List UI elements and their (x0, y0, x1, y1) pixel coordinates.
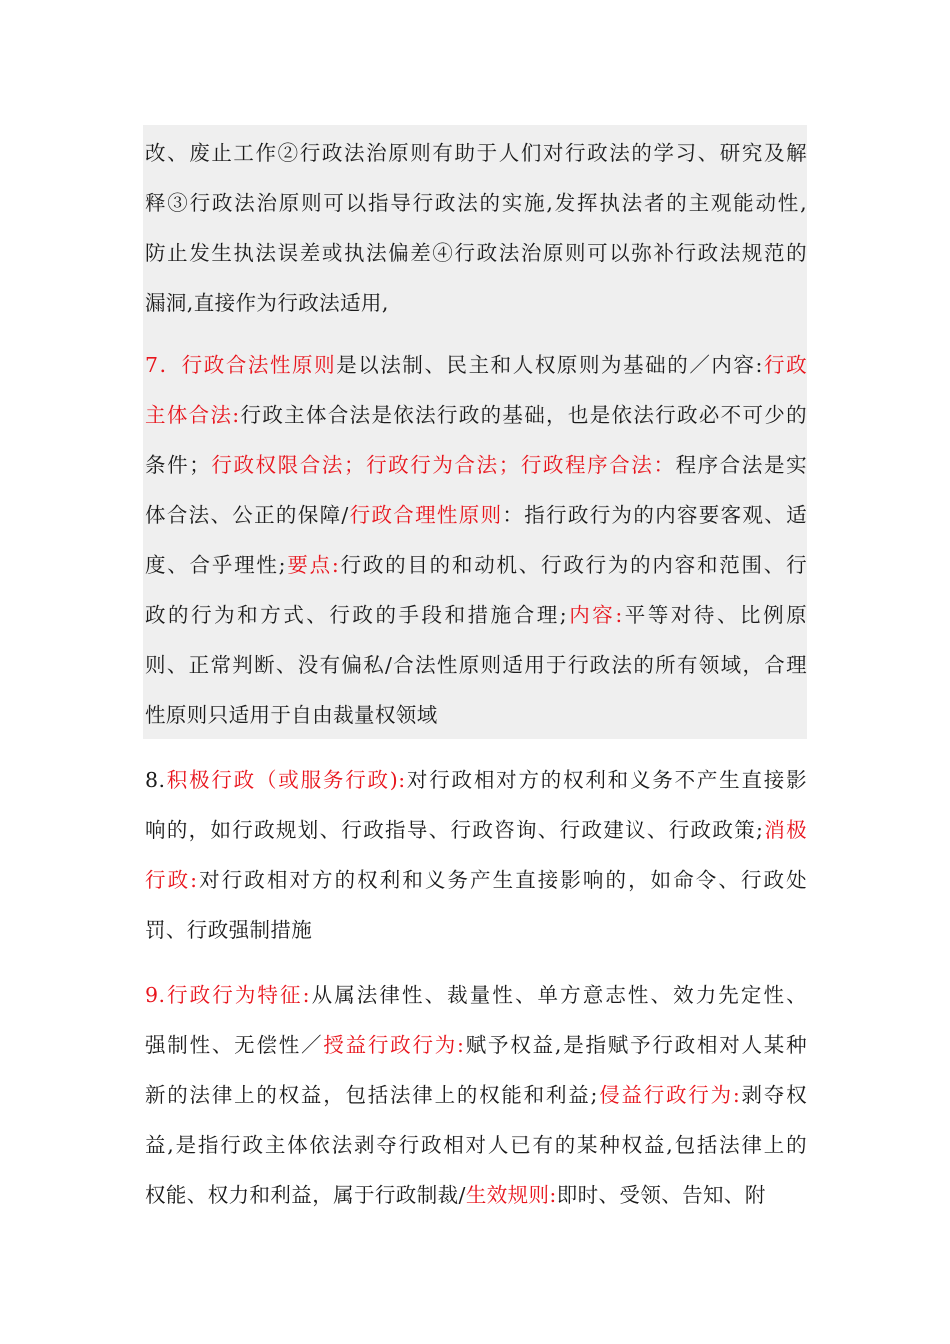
text-run: 8. (145, 768, 166, 792)
highlight-term: 主体合法: (145, 403, 240, 427)
highlight-term: 行政 (762, 353, 807, 377)
text-run: 从属法律性、裁量性、单方意志性、效力先定性、 (309, 983, 807, 1007)
paragraph-p8-line (145, 905, 807, 955)
paragraph-p6-cont-line (145, 128, 807, 178)
highlight-term: 9.行政行为特征: (145, 983, 310, 1007)
text-run: 释③行政法治原则可以指导行政法的实施,发挥执法者的主观能动性, (145, 191, 807, 215)
highlight-term: 行政权限合法；行政行为合法；行政程序合法： (210, 453, 676, 477)
highlight-term: 要点: (285, 553, 340, 577)
text-run: ：指行政行为的内容要客观、适 (502, 503, 807, 527)
text-run: 对行政相对方的权利和义务不产生直接影 (405, 768, 807, 792)
highlight-term: 授益行政行为: (323, 1033, 465, 1057)
text-run: 体合法、公正的保障/ (145, 503, 349, 527)
paragraph-p8-line (145, 755, 807, 805)
paragraph-p8-line (145, 855, 807, 905)
text-run: 赋予权益,是指赋予行政相对人某种 (464, 1033, 807, 1057)
paragraph-p9-line (145, 1170, 807, 1220)
paragraph-p7-line (145, 390, 807, 440)
text-run: 响的，如行政规划、行政指导、行政咨询、行政建议、行政政策; (145, 818, 764, 842)
text-run: 政的行为和方式、行政的手段和措施合理; (145, 603, 568, 627)
paragraph-p9-line (145, 970, 807, 1020)
text-run: 是以法制、民主和人权原则为基础的／内容: (336, 353, 763, 377)
highlight-term: 行政合理性原则 (348, 503, 503, 527)
highlight-term: 行政: (145, 868, 198, 892)
text-run: 权能、权力和利益，属于行政制裁/ (145, 1183, 466, 1207)
highlight-term: 内容: (567, 603, 623, 627)
text-run: 新的法律上的权益，包括法律上的权能和利益; (145, 1083, 598, 1107)
text-run: 行政主体合法是依法行政的基础，也是依法行政必不可少的 (239, 403, 807, 427)
paragraph-p6-cont-line (145, 228, 807, 278)
paragraph-p6-cont-line (145, 178, 807, 228)
text-run: 对行政相对方的权利和义务产生直接影响的，如命令、行政处 (197, 868, 807, 892)
text-run: 性原则只适用于自由裁量权领域 (145, 703, 438, 727)
text-run: 度、合乎理性; (145, 553, 286, 577)
text-run: 则、正常判断、没有偏私/合法性原则适用于行政法的所有领域，合理 (145, 653, 807, 677)
paragraph-p9-line (145, 1070, 807, 1120)
paragraph-p8-line (145, 805, 807, 855)
text-run: 行政的目的和动机、行政行为的内容和范围、行 (339, 553, 807, 577)
paragraph-p7-line (145, 590, 807, 640)
paragraph-p7-line (145, 440, 807, 490)
text-run: 改、废止工作②行政法治原则有助于人们对行政法的学习、研究及解 (145, 141, 807, 165)
paragraph-p6-cont-line (145, 278, 807, 328)
text-run: 剥夺权 (740, 1083, 807, 1107)
text-run: 漏洞,直接作为行政法适用, (145, 291, 389, 315)
text-run: 条件； (145, 453, 211, 477)
paragraph-p9-line (145, 1120, 807, 1170)
text-run: 程序合法是实 (675, 453, 808, 477)
text-run: 防止发生执法误差或执法偏差④行政法治原则可以弥补行政法规范的 (145, 241, 807, 265)
paragraph-p7-line (145, 340, 807, 390)
text-run: 益,是指行政主体依法剥夺行政相对人已有的某种权益,包括法律上的 (145, 1133, 807, 1157)
text-run: 罚、行政强制措施 (145, 918, 313, 942)
highlight-term: 消极 (763, 818, 807, 842)
highlight-term: 生效规则: (465, 1183, 557, 1207)
paragraph-p7-line (145, 540, 807, 590)
text-run: 平等对待、比例原 (622, 603, 808, 627)
paragraph-p7-line (145, 640, 807, 690)
highlight-term: 侵益行政行为: (597, 1083, 741, 1107)
paragraph-p7-line (145, 490, 807, 540)
highlight-term: 7．行政合法性原则 (145, 353, 337, 377)
highlight-term: 积极行政（或服务行政): (165, 768, 406, 792)
text-run: 强制性、无偿性／ (145, 1033, 324, 1057)
paragraph-p7-line (145, 690, 807, 740)
text-run: 即时、受领、告知、附 (556, 1183, 766, 1207)
paragraph-p9-line (145, 1020, 807, 1070)
